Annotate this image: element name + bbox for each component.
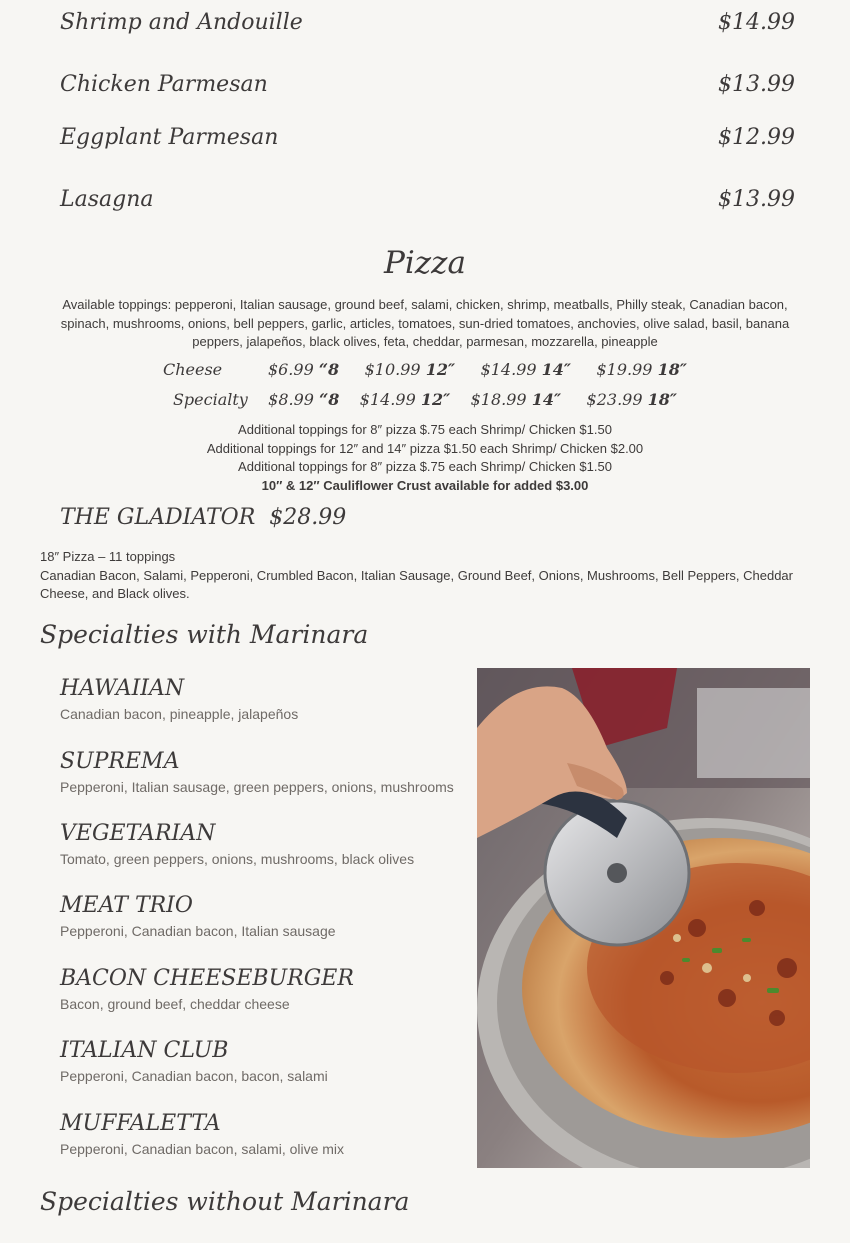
price: $14.99 <box>480 360 537 379</box>
price: $19.99 <box>596 360 653 379</box>
price: $6.99 <box>267 360 314 379</box>
price: $23.99 <box>586 390 643 409</box>
menu-item-name: Lasagna <box>60 187 154 212</box>
price-line-label: Specialty <box>172 390 248 409</box>
size: 18″ <box>647 390 678 409</box>
gladiator-price: $28.99 <box>269 505 347 530</box>
topping-note: Additional toppings for 12″ and 14″ pizza $1.50 each Shrimp/ Chicken $2.00 <box>206 441 644 456</box>
cauliflower-note: 10″ & 12″ Cauliflower Crust available for added $3.00 <box>261 478 589 493</box>
size: 14″ <box>531 390 562 409</box>
gladiator-line: 18″ Pizza – 11 toppings <box>40 549 176 564</box>
price: $8.99 <box>268 390 314 409</box>
menu-item-row <box>60 125 795 150</box>
section-heading-no-marinara: Specialties without Marinara <box>40 1187 410 1216</box>
specialty-desc: Bacon, ground beef, cheddar cheese <box>60 996 290 1012</box>
specialty-desc: Pepperoni, Canadian bacon, Italian sausage <box>60 923 336 939</box>
pizza-cutter-photo <box>477 668 810 1168</box>
menu-item-price: $12.99 <box>718 125 795 150</box>
price-line-label: Cheese <box>162 360 223 379</box>
specialty-name: VEGETARIAN <box>60 821 216 846</box>
size: “8 <box>318 360 340 379</box>
specialty-desc: Pepperoni, Canadian bacon, salami, olive mix <box>60 1141 345 1157</box>
menu-item-price: $13.99 <box>718 72 795 97</box>
specialty-item <box>60 1038 470 1084</box>
size: 12″ <box>425 360 456 379</box>
pizza-section-title: Pizza <box>384 245 466 281</box>
specialty-name: SUPREMA <box>60 749 180 774</box>
specialty-name: BACON CHEESEBURGER <box>60 966 354 991</box>
size: 18″ <box>657 360 687 379</box>
gladiator-toppings: Canadian Bacon, Salami, Pepperoni, Crumbled Bacon, Italian Sausage, Ground Beef, Onions, Mushrooms, Bell Peppers, Cheddar Cheese, and Black olives. <box>40 567 793 601</box>
size: 12″ <box>420 390 451 409</box>
menu-item-name: Shrimp and Andouille <box>60 10 303 35</box>
price: $14.99 <box>359 390 416 409</box>
gladiator-heading <box>60 505 360 530</box>
price: $10.99 <box>364 360 421 379</box>
gladiator-description <box>40 548 810 604</box>
specialty-item <box>60 893 470 939</box>
menu-item-name: Eggplant Parmesan <box>60 125 279 150</box>
size: 14″ <box>541 360 572 379</box>
menu-item-price: $13.99 <box>718 187 795 212</box>
specialty-name: MEAT TRIO <box>60 893 193 918</box>
cheese-price-line <box>0 360 850 379</box>
menu-item-row <box>60 72 795 97</box>
topping-note: Additional toppings for 8″ pizza $.75 each Shrimp/ Chicken $1.50 <box>238 459 612 474</box>
specialty-desc: Canadian bacon, pineapple, jalapeños <box>60 706 299 722</box>
gladiator-name: THE GLADIATOR <box>60 505 256 530</box>
specialty-desc: Tomato, green peppers, onions, mushrooms, black olives <box>60 851 415 867</box>
menu-item-row <box>60 187 795 212</box>
specialty-name: HAWAIIAN <box>60 676 185 701</box>
specialty-item <box>60 676 470 722</box>
specialty-name: ITALIAN CLUB <box>60 1038 229 1063</box>
menu-item-name: Chicken Parmesan <box>60 72 268 97</box>
specialty-item <box>60 749 470 795</box>
pizza-toppings-list: Available toppings: pepperoni, Italian sausage, ground beef, salami, chicken, shrimp, meatballs, Philly steak, Canadian bacon, spinach, mushrooms, onions, bell peppers, garlic, articles, tomatoes, sun-dried tomatoes, anchovies, olive salad, basil, banana peppers, jalapeños, black olives, feta, cheddar, parmesan, mozzarella, pineapple <box>60 297 790 349</box>
specialty-price-line <box>0 390 850 409</box>
specialty-desc: Pepperoni, Italian sausage, green peppers, onions, mushrooms <box>60 779 454 795</box>
menu-item-row <box>60 10 795 35</box>
specialty-name: MUFFALETTA <box>60 1111 221 1136</box>
menu-item-price: $14.99 <box>718 10 795 35</box>
specialty-item <box>60 966 470 1012</box>
specialty-item <box>60 821 470 867</box>
specialty-item <box>60 1111 470 1157</box>
specialty-desc: Pepperoni, Canadian bacon, bacon, salami <box>60 1068 328 1084</box>
topping-note: Additional toppings for 8″ pizza $.75 each Shrimp/ Chicken $1.50 <box>238 422 612 437</box>
price: $18.99 <box>470 390 527 409</box>
section-heading-marinara: Specialties with Marinara <box>40 620 369 649</box>
size: “8 <box>319 390 340 409</box>
